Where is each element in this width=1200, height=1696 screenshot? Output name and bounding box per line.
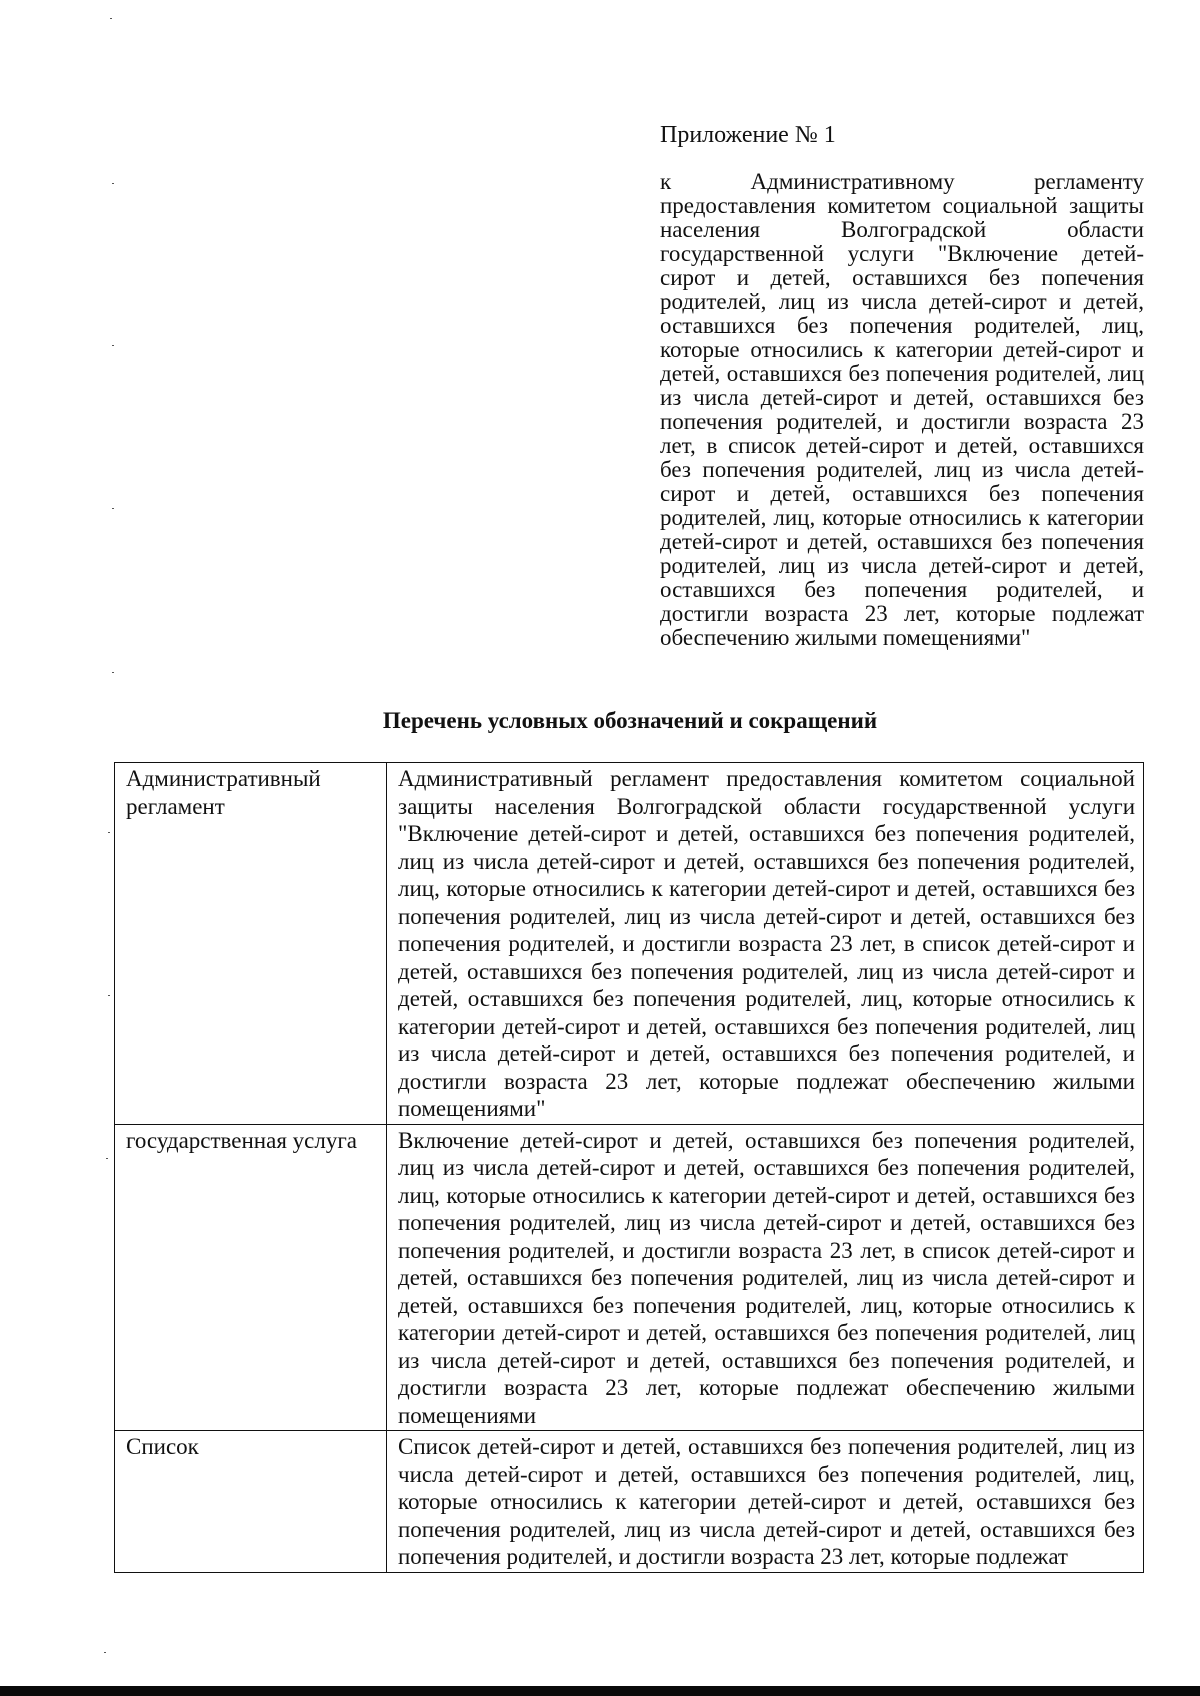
scan-speck [108, 832, 110, 833]
table-row [115, 1124, 1144, 1431]
definition-cell: Список детей-сирот и детей, оставшихся без попечения родителей, лиц из числа детей-сирот и детей, оставшихся без попечения родителей, лиц, которые относились к категории детей-сирот и детей, оставшихся без попечения родителей, лиц из числа детей-сирот и детей, оставшихся без попечения родителей, и достигли возраста 23 лет, которые подлежат [387, 1431, 1144, 1573]
appendix-title: Приложение № 1 [660, 122, 836, 148]
abbreviations-table [114, 762, 1144, 1573]
definition-cell: Включение детей-сирот и детей, оставшихся без попечения родителей, лиц из числа детей-сирот и детей, оставшихся без попечения родителей, лиц, которые относились к категории детей-сирот и детей, оставшихся без попечения родителей, лиц из числа детей-сирот и детей, оставшихся без попечения родителей, и достигли возраста 23 лет, в список детей-сирот и детей, оставшихся без попечения родителей, лиц из числа детей-сирот и детей, оставшихся без попечения родителей, лиц, которые относились к категории детей-сирот и детей, оставшихся без попечения родителей, лиц из числа детей-сирот и детей, оставшихся без попечения родителей, и достигли возраста 23 лет, которые подлежат обеспечению жилыми помещениями [387, 1124, 1144, 1431]
scan-speck [112, 183, 114, 184]
scan-speck [108, 995, 110, 996]
list-heading: Перечень условных обозначений и сокращений [382, 708, 878, 733]
table-row [115, 1431, 1144, 1573]
term-cell: государственная услуга [115, 1124, 387, 1431]
appendix-reference-text: к Административному регламенту предоставления комитетом социальной защиты населения Волгоградской области государственной услуги "Включение детей-сирот и детей, оставшихся без попечения родителей, лиц из числа детей-сирот и детей, оставшихся без попечения родителей, лиц, которые относились к категории детей-сирот и детей, оставшихся без попечения родителей, лиц из числа детей-сирот и детей, оставшихся без попечения родителей, и достигли возраста 23 лет, в список детей-сирот и детей, оставшихся без попечения родителей, лиц из числа детей-сирот и детей, оставшихся без попечения родителей, лиц, которые относились к категории детей-сирот и детей, оставшихся без попечения родителей, лиц из числа детей-сирот и детей, оставшихся без попечения родителей, и достигли возраста 23 лет, которые подлежат обеспечению жилыми помещениями" [660, 169, 1144, 650]
scan-speck [110, 18, 112, 19]
scan-speck [106, 1158, 108, 1159]
scan-speck [112, 508, 114, 509]
term-cell: Административный регламент [115, 763, 387, 1125]
scan-speck [112, 672, 114, 673]
scan-speck [104, 1652, 106, 1653]
definition-cell: Административный регламент предоставления комитетом социальной защиты населения Волгоградской области государственной услуги "Включение детей-сирот и детей, оставшихся без попечения родителей, лиц из числа детей-сирот и детей, оставшихся без попечения родителей, лиц, которые относились к категории детей-сирот и детей, оставшихся без попечения родителей, лиц из числа детей-сирот и детей, оставшихся без попечения родителей, и достигли возраста 23 лет, в список детей-сирот и детей, оставшихся без попечения родителей, лиц из числа детей-сирот и детей, оставшихся без попечения родителей, лиц, которые относились к категории детей-сирот и детей, оставшихся без попечения родителей, лиц из числа детей-сирот и детей, оставшихся без попечения родителей, и достигли возраста 23 лет, которые подлежат обеспечению жилыми помещениями" [387, 763, 1144, 1125]
scan-speck [112, 345, 114, 346]
term-cell: Список [115, 1431, 387, 1573]
table-row [115, 763, 1144, 1125]
scan-border-bar [0, 1686, 1200, 1696]
